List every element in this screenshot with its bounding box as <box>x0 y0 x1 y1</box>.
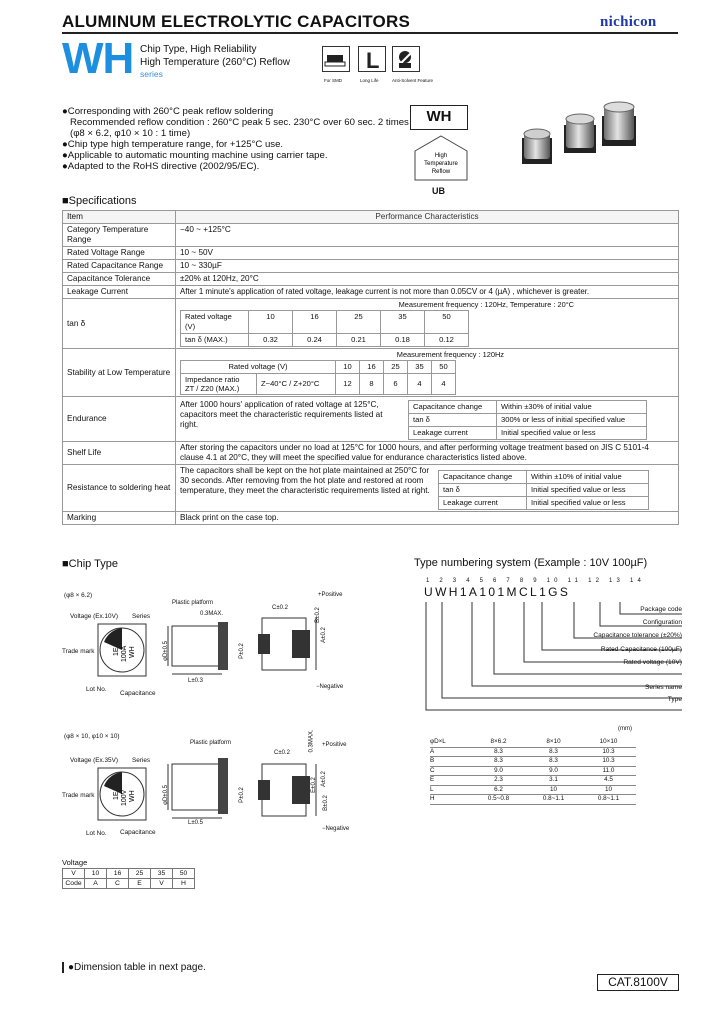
d2-top-view <box>96 766 148 824</box>
dim-cell: 8.3 <box>526 757 581 767</box>
spec-col-perf: Performance Characteristics <box>176 211 679 224</box>
dim-cell: L <box>430 785 471 795</box>
dim-cell: E <box>430 776 471 786</box>
d1-trade: Trade mark <box>62 648 95 655</box>
d2-phi: φD±0.5 <box>162 785 169 805</box>
svg-text:L: L <box>366 48 380 71</box>
dim-cell: 0.5~0.8 <box>471 795 526 805</box>
typenum-label: Package code <box>640 606 682 613</box>
catalog-title: ALUMINUM ELECTROLYTIC CAPACITORS <box>62 12 410 31</box>
spec-cap-item: Rated Capacitance Range <box>63 260 176 273</box>
d2-platform: Plastic platform <box>190 740 232 746</box>
dim-cell: 8.3 <box>471 747 526 757</box>
dim-head: 8×6.2 <box>471 738 526 747</box>
flow-wh-box: WH <box>410 105 468 130</box>
tan-cell: 0.24 <box>293 334 337 347</box>
spec-leak-item: Leakage Current <box>63 286 176 299</box>
d2-l: L±0.5 <box>188 820 203 826</box>
spec-section-title: ■Specifications <box>62 195 137 207</box>
brand-logo: nichicon <box>600 14 657 30</box>
end-cell: 300% or less of initial specified value <box>497 414 647 427</box>
chip-section-title: ■Chip Type <box>62 558 118 570</box>
long-life-icon <box>358 46 386 72</box>
stab-cond: Z−40°C / Z+20°C <box>257 374 336 395</box>
feature-item: ●Corresponding with 260°C peak reflow soldering <box>62 106 274 117</box>
spec-res-text: The capacitors shall be kept on the hot plate maintained at 250°C for 30 seconds. After removing from the hot plate and restored at room temperature, they meet the characteristic requirements listed at right. <box>180 466 430 495</box>
stab-head: 10 <box>336 361 360 374</box>
res-cell: Capacitance change <box>439 471 527 484</box>
d2-size: (φ8 × 10, φ10 × 10) <box>64 733 120 740</box>
end-table <box>408 400 647 440</box>
vt-cell: 35 <box>151 869 173 879</box>
anti-solvent-icon <box>392 46 420 72</box>
typenum-label: Type <box>667 696 682 703</box>
spec-stab-item: Stability at Low Temperature <box>63 349 176 397</box>
vt-cell: V <box>63 869 85 879</box>
dim-cell: 6.2 <box>471 785 526 795</box>
d1-c: C±0.2 <box>272 605 288 611</box>
d1-p: P±0.2 <box>238 643 245 659</box>
spec-cap-val: 10 ~ 330µF <box>176 260 679 273</box>
d2-trade: Trade mark <box>62 792 95 799</box>
d2-top-1: 1E <box>113 791 120 800</box>
dim-cell: A <box>430 747 471 757</box>
feature-item: ●Chip type high temperature range, for +125°C use. <box>62 139 284 150</box>
tan-cell: tan δ (MAX.) <box>181 334 249 347</box>
catalog-number: CAT.8100V <box>597 974 679 991</box>
tan-cell: 0.18 <box>381 334 425 347</box>
dim-head: φD×L <box>430 738 471 747</box>
end-cell: Initial specified value or less <box>497 427 647 440</box>
res-table <box>438 470 649 510</box>
spec-tol-val: ±20% at 120Hz, 20°C <box>176 273 679 286</box>
stab-head: 50 <box>432 361 456 374</box>
dim-cell: 4.5 <box>581 776 636 786</box>
typenum-index: 1 2 3 4 5 6 7 8 9 10 11 12 13 14 <box>426 578 646 584</box>
spec-stab-note: Measurement frequency : 120Hz <box>396 350 504 359</box>
tan-head: 50 <box>425 311 469 334</box>
dim-cell: 10 <box>526 785 581 795</box>
spec-temp-val: −40 ~ +125°C <box>176 224 679 247</box>
spec-temp-item: Category Temperature Range <box>63 224 176 247</box>
spec-shelf-item: Shelf Life <box>63 442 176 465</box>
feature-list <box>62 106 409 172</box>
d2-pos: +Positive <box>322 742 347 748</box>
d1-top-view <box>96 622 148 680</box>
spec-table <box>62 210 679 525</box>
tan-cell: 0.21 <box>337 334 381 347</box>
d1-a: A±0.2 <box>320 627 327 643</box>
spec-end-item: Endurance <box>63 397 176 442</box>
end-cell: Leakage current <box>409 427 497 440</box>
d2-top-3: WH <box>129 790 136 802</box>
vt-cell: C <box>107 879 129 889</box>
d2-neg: −Negative <box>322 826 350 832</box>
stab-lab2: ZT / Z20 (MAX.) <box>185 384 240 393</box>
stab-cell: 4 <box>432 374 456 395</box>
voltage-title: Voltage <box>62 858 88 867</box>
stab-cell: 6 <box>384 374 408 395</box>
series-subtitle-2: High Temperature (260°C) Reflow <box>140 57 290 68</box>
d1-top-2: 100A <box>121 645 128 662</box>
picto-label-smd: For SMD <box>324 78 342 83</box>
d1-neg: −Negative <box>316 684 344 690</box>
dim-cell: 8.3 <box>471 757 526 767</box>
d1-top-1: 1E <box>113 647 120 656</box>
end-cell: tan δ <box>409 414 497 427</box>
dim-cell: 10.3 <box>581 747 636 757</box>
dim-head: 8×10 <box>526 738 581 747</box>
stab-cell: 8 <box>360 374 384 395</box>
feature-item: Recommended reflow condition : 260°C peak 5 sec. 230°C over 60 sec. 2 times <box>70 117 409 128</box>
typenum-leaders <box>424 600 686 715</box>
spec-col-item: Item <box>63 211 176 224</box>
series-subtitle-1: Chip Type, High Reliability <box>140 44 257 55</box>
d2-side-view <box>160 752 236 822</box>
d1-b: B±0.2 <box>314 607 321 623</box>
typenum-label: Rated voltage (10V) <box>623 659 682 666</box>
picto-label-solvent: Anti-Solvent Feature <box>392 78 434 83</box>
stab-cell: 4 <box>408 374 432 395</box>
feature-item: ●Applicable to automatic mounting machine using carrier tape. <box>62 150 328 161</box>
picto-label-life: Long Life <box>360 78 379 83</box>
typenum-label: Rated Capacitance (100µF) <box>600 646 682 653</box>
d1-side-view <box>160 612 236 678</box>
d1-cap: Capacitance <box>120 690 156 697</box>
footer-note: ●Dimension table in next page. <box>62 962 206 973</box>
spec-tan-note: Measurement frequency : 120Hz, Temperature : 20°C <box>398 300 574 309</box>
d2-top-2: 100V <box>121 789 128 806</box>
stab-table <box>180 360 456 395</box>
dimension-table <box>430 738 636 805</box>
dim-cell: B <box>430 757 471 767</box>
flow-pentagon <box>414 135 468 181</box>
tan-cell: 0.32 <box>249 334 293 347</box>
series-subtitle-3: series <box>140 69 163 79</box>
vt-cell: H <box>173 879 195 889</box>
tan-head: 35 <box>381 311 425 334</box>
vt-cell: Code <box>63 879 85 889</box>
end-cell: Capacitance change <box>409 401 497 414</box>
spec-res-item: Resistance to soldering heat <box>63 465 176 512</box>
spec-tol-item: Capacitance Tolerance <box>63 273 176 286</box>
tan-head: 25 <box>337 311 381 334</box>
vt-cell: A <box>85 879 107 889</box>
typenum-title: Type numbering system (Example : 10V 100µF) <box>414 557 648 569</box>
feature-item: ●Adapted to the RoHS directive (2002/95/EC). <box>62 161 260 172</box>
dim-cell: 8.3 <box>526 747 581 757</box>
res-cell: Initial specified value or less <box>527 484 649 497</box>
flow-base: UB <box>432 186 445 196</box>
product-photo <box>512 100 642 180</box>
tan-table <box>180 310 469 347</box>
stab-lab1: Impedance ratio <box>185 375 240 384</box>
smd-chip-icon <box>322 46 350 72</box>
tan-head: Rated voltage (V) <box>181 311 249 334</box>
res-cell: tan δ <box>439 484 527 497</box>
d1-pos: +Positive <box>318 592 343 598</box>
res-cell: Within ±10% of initial value <box>527 471 649 484</box>
header-rule <box>62 32 678 34</box>
spec-volt-val: 10 ~ 50V <box>176 247 679 260</box>
tan-cell: 0.12 <box>425 334 469 347</box>
dim-cell: 10 <box>581 785 636 795</box>
stab-head: 35 <box>408 361 432 374</box>
d2-bottom-view <box>254 758 326 828</box>
d2-voltage: Voltage (Ex.35V) <box>70 757 118 764</box>
vt-cell: 10 <box>85 869 107 879</box>
stab-head: 16 <box>360 361 384 374</box>
spec-shelf-text: After storing the capacitors under no load at 125°C for 1000 hours, and after performing voltage treatment based on JIS C 5101-4 clause 4.1 at 20°C, they will meet the specified value for endurance characteristics listed above. <box>176 442 679 465</box>
d1-phi: φD±0.5 <box>162 641 169 661</box>
vt-cell: 16 <box>107 869 129 879</box>
vt-cell: E <box>129 879 151 889</box>
feature-item: (φ8 × 6.2, φ10 × 10 : 1 time) <box>70 128 191 139</box>
dim-cell: 0.8~1.1 <box>526 795 581 805</box>
spec-end-text: After 1000 hours' application of rated voltage at 125°C, capacitors meet the characteristic requirements listed at right. <box>180 400 383 429</box>
dim-head: 10×10 <box>581 738 636 747</box>
end-cell: Within ±30% of initial value <box>497 401 647 414</box>
tan-head: 16 <box>293 311 337 334</box>
d2-max: 0.3MAX. <box>308 729 315 753</box>
res-cell: Initial specified value or less <box>527 497 649 510</box>
d2-cap: Capacitance <box>120 829 156 836</box>
spec-mark-val: Black print on the case top. <box>176 512 679 525</box>
series-code: WH <box>62 34 134 83</box>
dim-cell: 2.3 <box>471 776 526 786</box>
d2-p: P±0.2 <box>238 787 245 803</box>
voltage-table <box>62 868 195 889</box>
dim-cell: 10.3 <box>581 757 636 767</box>
dim-cell: 0.8~1.1 <box>581 795 636 805</box>
flow-pent-2: Temperature <box>424 161 458 167</box>
typenum-label: Series name <box>644 684 682 691</box>
dim-cell: 9.0 <box>471 766 526 776</box>
stab-head: Rated voltage (V) <box>181 361 336 374</box>
spec-volt-item: Rated Voltage Range <box>63 247 176 260</box>
dim-cell: 3.1 <box>526 776 581 786</box>
typenum-label: Capacitance tolerance (±20%) <box>593 632 682 639</box>
res-cell: Leakage current <box>439 497 527 510</box>
d2-series: Series <box>132 757 151 764</box>
dim-cell: H <box>430 795 471 805</box>
stab-head: 25 <box>384 361 408 374</box>
typenum-label: Configuration <box>642 619 682 626</box>
dim-cell: 11.0 <box>581 766 636 776</box>
stab-cell: 12 <box>336 374 360 395</box>
d1-l: L±0.3 <box>188 678 203 684</box>
d1-voltage: Voltage (Ex.10V) <box>70 613 118 620</box>
spec-tan-item: tan δ <box>63 299 176 349</box>
d2-b: B±0.2 <box>322 795 329 811</box>
d1-platform: Plastic platform <box>172 600 214 606</box>
d1-max: 0.3MAX. <box>200 611 224 617</box>
d2-a: A±0.2 <box>320 771 327 787</box>
vt-cell: V <box>151 879 173 889</box>
typenum-code: UWH1A101MCL1GS <box>424 585 571 599</box>
d2-lot: Lot No. <box>86 830 107 837</box>
d1-series: Series <box>132 613 151 620</box>
flow-pent-3: Reflow <box>431 169 451 175</box>
vt-cell: 50 <box>173 869 195 879</box>
spec-leak-val: After 1 minute's application of rated voltage, leakage current is not more than 0.05CV or 4 (µA) , whichever is greater. <box>176 286 679 299</box>
d2-c: C±0.2 <box>274 750 290 756</box>
dim-cell: 9.0 <box>526 766 581 776</box>
vt-cell: 25 <box>129 869 151 879</box>
d1-top-3: WH <box>129 646 136 658</box>
dim-cell: C <box>430 766 471 776</box>
spec-mark-item: Marking <box>63 512 176 525</box>
d2-e: E±0.2 <box>310 777 317 793</box>
dim-unit: (mm) <box>618 726 632 732</box>
d1-size: (φ8 × 6.2) <box>64 592 93 599</box>
tan-head: 10 <box>249 311 293 334</box>
flow-pent-1: High <box>434 153 448 159</box>
d1-lot: Lot No. <box>86 686 107 693</box>
